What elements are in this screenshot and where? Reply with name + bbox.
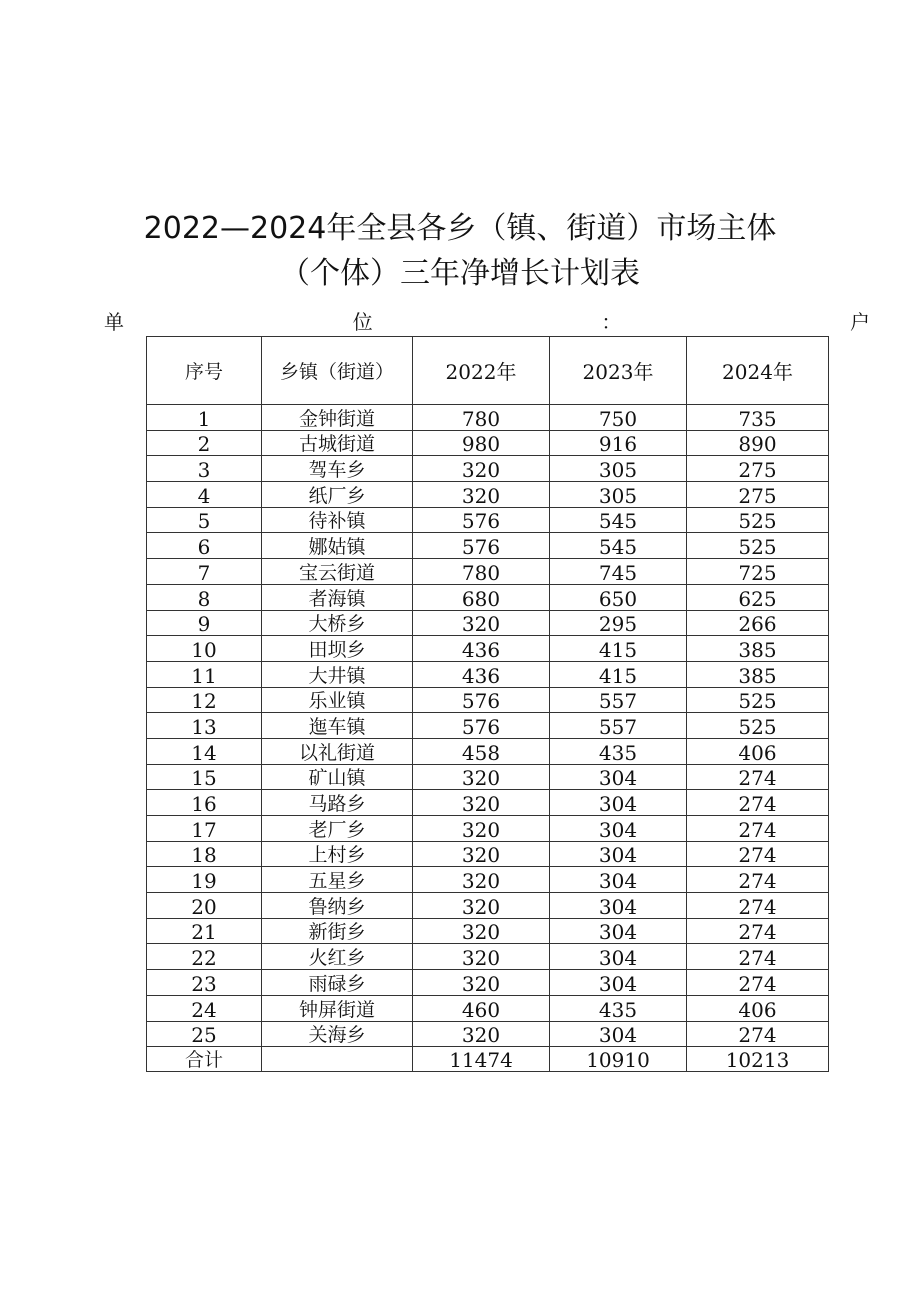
cell-seq: 5 (147, 507, 262, 533)
table-row (147, 405, 829, 431)
header-2023: 2023年 (550, 337, 687, 405)
cell-town: 雨碌乡 (262, 970, 413, 996)
cell-seq: 20 (147, 893, 262, 919)
cell-2023: 304 (550, 970, 687, 996)
cell-2024: 525 (687, 507, 829, 533)
table-row (147, 610, 829, 636)
cell-2022: 320 (413, 893, 550, 919)
table-row (147, 713, 829, 739)
cell-seq: 9 (147, 610, 262, 636)
cell-seq: 6 (147, 533, 262, 559)
cell-2024: 274 (687, 1021, 829, 1047)
cell-seq: 4 (147, 482, 262, 508)
cell-seq: 7 (147, 559, 262, 585)
cell-town: 娜姑镇 (262, 533, 413, 559)
cell-seq: 1 (147, 405, 262, 431)
cell-2024: 525 (687, 713, 829, 739)
cell-town: 老厂乡 (262, 816, 413, 842)
cell-2024: 625 (687, 584, 829, 610)
cell-2023: 305 (550, 482, 687, 508)
cell-2023: 304 (550, 841, 687, 867)
cell-2024: 525 (687, 533, 829, 559)
cell-2024: 385 (687, 636, 829, 662)
cell-2022: 320 (413, 1021, 550, 1047)
cell-2023: 557 (550, 713, 687, 739)
cell-2022: 576 (413, 507, 550, 533)
cell-2023: 745 (550, 559, 687, 585)
cell-2024: 385 (687, 661, 829, 687)
cell-seq: 23 (147, 970, 262, 996)
unit-char: ： (601, 310, 622, 334)
table-row (147, 1021, 829, 1047)
cell-town: 鲁纳乡 (262, 893, 413, 919)
table-row (147, 687, 829, 713)
cell-2023: 304 (550, 764, 687, 790)
total-2024: 10213 (687, 1047, 829, 1072)
cell-2023: 750 (550, 405, 687, 431)
cell-seq: 18 (147, 841, 262, 867)
unit-char: 单 (104, 310, 124, 334)
header-2022: 2022年 (413, 337, 550, 405)
table-row (147, 867, 829, 893)
cell-2024: 406 (687, 738, 829, 764)
cell-2024: 274 (687, 867, 829, 893)
cell-seq: 10 (147, 636, 262, 662)
page-title-line-1: 2022—2024年全县各乡（镇、街道）市场主体 (143, 211, 777, 246)
cell-town: 乐业镇 (262, 687, 413, 713)
cell-2024: 274 (687, 970, 829, 996)
cell-town: 迤车镇 (262, 713, 413, 739)
cell-town: 金钟街道 (262, 405, 413, 431)
cell-2023: 435 (550, 995, 687, 1021)
cell-2022: 320 (413, 918, 550, 944)
table-row (147, 507, 829, 533)
cell-2023: 305 (550, 456, 687, 482)
table-total-row (147, 1047, 829, 1072)
cell-2023: 304 (550, 790, 687, 816)
cell-town: 者海镇 (262, 584, 413, 610)
cell-2022: 680 (413, 584, 550, 610)
cell-seq: 16 (147, 790, 262, 816)
cell-2023: 304 (550, 918, 687, 944)
cell-seq: 22 (147, 944, 262, 970)
cell-2023: 304 (550, 944, 687, 970)
cell-2023: 650 (550, 584, 687, 610)
table-row (147, 636, 829, 662)
table-row (147, 944, 829, 970)
unit-label (104, 308, 870, 336)
table-row (147, 661, 829, 687)
total-2023: 10910 (550, 1047, 687, 1072)
cell-2024: 725 (687, 559, 829, 585)
cell-2024: 274 (687, 764, 829, 790)
table-row (147, 841, 829, 867)
cell-2022: 576 (413, 533, 550, 559)
table-body (147, 405, 829, 1072)
cell-2024: 275 (687, 456, 829, 482)
table-row (147, 584, 829, 610)
cell-2024: 274 (687, 893, 829, 919)
header-town: 乡镇（街道） (262, 337, 413, 405)
cell-2023: 545 (550, 533, 687, 559)
cell-2023: 295 (550, 610, 687, 636)
cell-2022: 458 (413, 738, 550, 764)
cell-2022: 320 (413, 764, 550, 790)
table-header-row (147, 337, 829, 405)
table-row (147, 790, 829, 816)
cell-seq: 19 (147, 867, 262, 893)
unit-char: 位 (352, 310, 373, 334)
total-2022: 11474 (413, 1047, 550, 1072)
table-row (147, 559, 829, 585)
cell-town: 待补镇 (262, 507, 413, 533)
total-town (262, 1047, 413, 1072)
cell-2022: 320 (413, 456, 550, 482)
cell-2024: 274 (687, 944, 829, 970)
cell-seq: 25 (147, 1021, 262, 1047)
cell-seq: 2 (147, 430, 262, 456)
table-row (147, 918, 829, 944)
cell-2023: 304 (550, 816, 687, 842)
cell-2022: 436 (413, 636, 550, 662)
cell-town: 大井镇 (262, 661, 413, 687)
cell-seq: 3 (147, 456, 262, 482)
table-row (147, 893, 829, 919)
cell-town: 上村乡 (262, 841, 413, 867)
cell-2022: 980 (413, 430, 550, 456)
cell-2022: 320 (413, 482, 550, 508)
cell-town: 矿山镇 (262, 764, 413, 790)
cell-2022: 320 (413, 841, 550, 867)
cell-town: 古城街道 (262, 430, 413, 456)
cell-2022: 320 (413, 867, 550, 893)
cell-2024: 525 (687, 687, 829, 713)
cell-town: 钟屏街道 (262, 995, 413, 1021)
cell-2024: 274 (687, 790, 829, 816)
table-row (147, 738, 829, 764)
cell-seq: 12 (147, 687, 262, 713)
cell-2023: 304 (550, 893, 687, 919)
cell-town: 以礼街道 (262, 738, 413, 764)
cell-seq: 17 (147, 816, 262, 842)
cell-2023: 415 (550, 661, 687, 687)
cell-2022: 576 (413, 713, 550, 739)
table-row (147, 430, 829, 456)
cell-2022: 320 (413, 944, 550, 970)
table-row (147, 995, 829, 1021)
cell-2024: 274 (687, 841, 829, 867)
cell-town: 田坝乡 (262, 636, 413, 662)
cell-2024: 406 (687, 995, 829, 1021)
cell-2022: 320 (413, 610, 550, 636)
cell-2023: 304 (550, 1021, 687, 1047)
cell-town: 关海乡 (262, 1021, 413, 1047)
cell-2022: 320 (413, 970, 550, 996)
unit-char: 户 (849, 310, 870, 334)
cell-2022: 320 (413, 790, 550, 816)
cell-2022: 320 (413, 816, 550, 842)
cell-2024: 275 (687, 482, 829, 508)
cell-2022: 780 (413, 405, 550, 431)
cell-town: 五星乡 (262, 867, 413, 893)
page-title-line-2: （个体）三年净增长计划表 (280, 256, 640, 291)
cell-town: 大桥乡 (262, 610, 413, 636)
plan-table (146, 336, 829, 1072)
cell-town: 宝云街道 (262, 559, 413, 585)
cell-seq: 21 (147, 918, 262, 944)
header-2024: 2024年 (687, 337, 829, 405)
cell-2024: 890 (687, 430, 829, 456)
cell-2023: 916 (550, 430, 687, 456)
cell-town: 马路乡 (262, 790, 413, 816)
cell-2022: 460 (413, 995, 550, 1021)
cell-town: 火红乡 (262, 944, 413, 970)
cell-seq: 13 (147, 713, 262, 739)
cell-2023: 545 (550, 507, 687, 533)
cell-2023: 435 (550, 738, 687, 764)
table-row (147, 816, 829, 842)
table-row (147, 764, 829, 790)
cell-town: 驾车乡 (262, 456, 413, 482)
cell-seq: 14 (147, 738, 262, 764)
table-row (147, 482, 829, 508)
cell-2022: 576 (413, 687, 550, 713)
cell-seq: 11 (147, 661, 262, 687)
cell-2024: 274 (687, 918, 829, 944)
table-row (147, 456, 829, 482)
cell-2024: 266 (687, 610, 829, 636)
cell-2023: 415 (550, 636, 687, 662)
cell-seq: 8 (147, 584, 262, 610)
cell-2023: 304 (550, 867, 687, 893)
cell-2022: 780 (413, 559, 550, 585)
cell-seq: 24 (147, 995, 262, 1021)
cell-seq: 15 (147, 764, 262, 790)
cell-town: 纸厂乡 (262, 482, 413, 508)
cell-2024: 274 (687, 816, 829, 842)
cell-town: 新街乡 (262, 918, 413, 944)
cell-2022: 436 (413, 661, 550, 687)
table-row (147, 533, 829, 559)
cell-2023: 557 (550, 687, 687, 713)
table-row (147, 970, 829, 996)
header-seq: 序号 (147, 337, 262, 405)
total-label: 合计 (147, 1047, 262, 1072)
cell-2024: 735 (687, 405, 829, 431)
